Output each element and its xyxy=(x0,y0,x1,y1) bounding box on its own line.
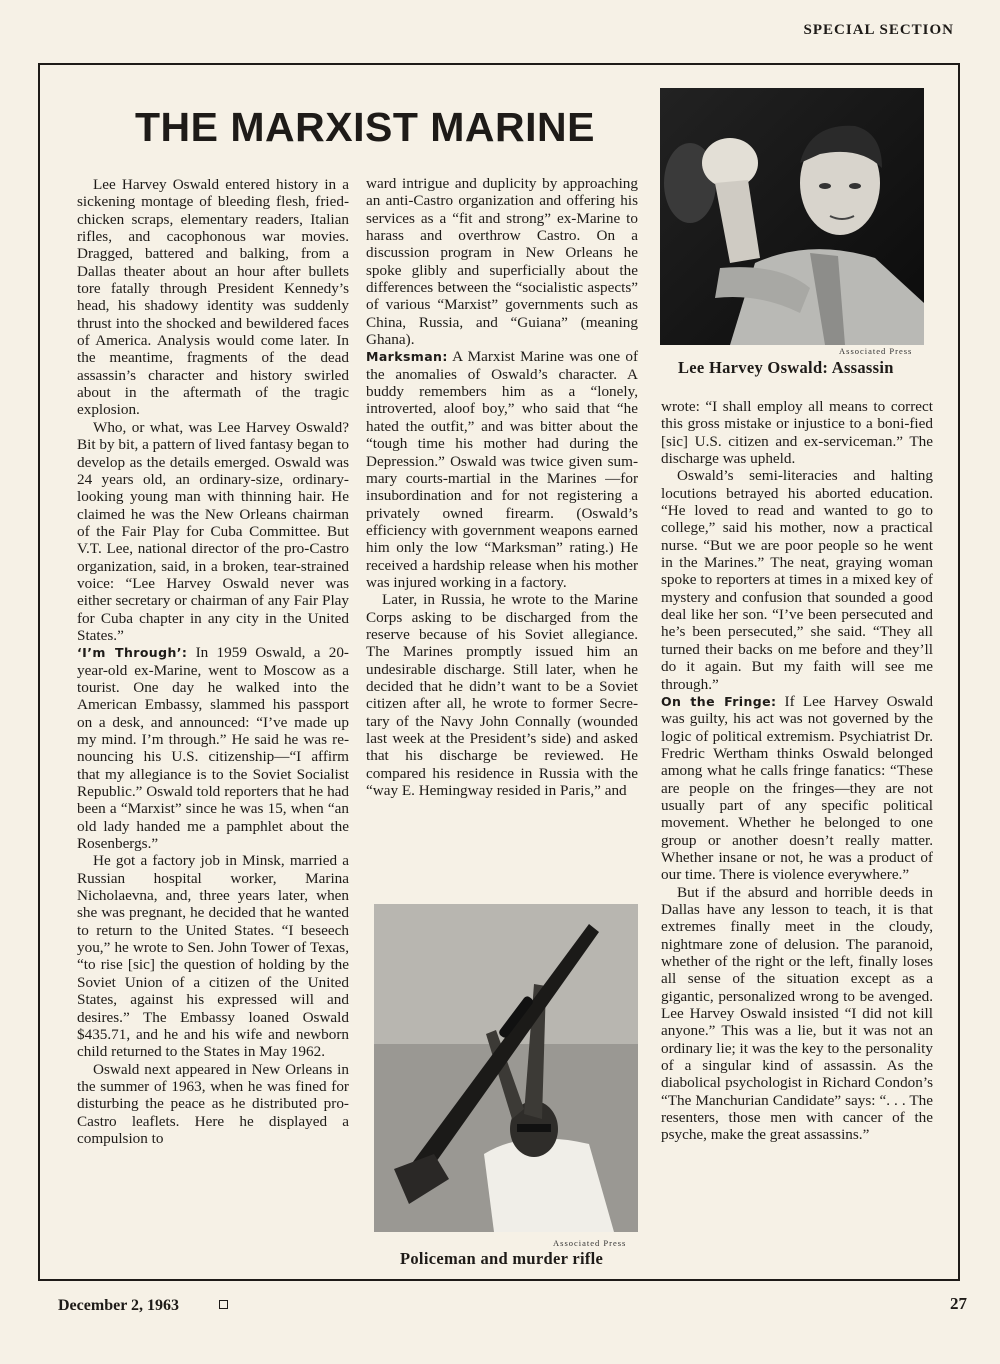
subhead: ‘I’m Through’: xyxy=(77,645,188,661)
photo-credit: Associated Press xyxy=(553,1238,627,1248)
paragraph xyxy=(77,644,349,852)
paragraph: He got a factory job in Minsk, married a Russian hospital worker, Marina Nicholaevna, and, three years later, when she was pregnant, he decided that he wanted to return to the United States. “I beseech you,” he wrote to Sen. John Tower of Texas, “to rise [sic] the question of holding by the Soviet Union of a citizen of the United States, against his expressed will and desires.” The Embassy loaned Oswald $435.71, and he and his wife and newborn child returned to the States in May 1962. xyxy=(77,852,349,1061)
subhead: On the Fringe: xyxy=(661,693,777,709)
photo-caption: Policeman and murder rifle xyxy=(400,1249,604,1268)
paragraph: wrote: “I shall employ all means to correct this gross mistake or injustice to a boni-fied [sic] U.S. citizen and ex-serviceman.” The discharge was upheld. xyxy=(661,398,933,468)
paragraph: But if the absurd and horrible deeds in Dallas have any lesson to teach, it is that extremes finally meet in the cloudy, nightmare zone of delusion. The paranoid, whether of the right or the left, finally loses all sense of the situation except as a gigantic, personalized wrong to be avenged. Lee Harvey Oswald insisted “I did not kill anyone.” This was a lie, but it was not an ordinary lie; it was the key to the personality of a singular kind of assassin. As the diabolical psychologist in Richard Condon’s “The Manchurian Candidate” says: “. . . The resenters, those men with cancer of the psyche, make the great assassins.” xyxy=(661,883,933,1144)
paragraph: ward intrigue and duplicity by approaching an anti-Castro organization and offering his services as a “fit and strong” ex-Marine to harass and overthrow Castro. On a discussion program in New Orleans he spoke glibly and superficially about the differences between the “socialistic aspects” of various “Marxist” governments such as China, Russia, and “Guiana” (meaning Ghana). xyxy=(366,175,638,349)
paragraph: Oswald’s semi-literacies and halting locutions betrayed his aborted education. “He loved to read and wanted to go to college,” said his mother, now a practical nurse. “But we are poor people so he went in the Marines.” The neat, graying woman spoke to reporters at times in a mixed key of mystery and confusion that sounded a good deal like her son. “I’ve been persecuted and he’s been persecuted,” she said. “They all turned their backs on me before and they’ll do it again. But my faith will see me through.” xyxy=(661,467,933,693)
paragraph: Who, or what, was Lee Harvey Oswald? Bit by bit, a pattern of lived fantasy began to develop as the details emerged. Oswald was 24 years old, an ordinary-size, ordinary-looking young man with thinning hair. He claimed he was the New Orleans chairman of the Fair Play for Cuba Committee. But V.T. Lee, national director of the pro-Castro organization, said, in a broken, tear-strained voice: “Lee Harvey Oswald never was either secretary or chairman of any Fair Play for Cuba chapter in any city in the United States.” xyxy=(77,418,349,644)
paragraph xyxy=(366,348,638,591)
article-column-1 xyxy=(77,176,349,1147)
issue-date: December 2, 1963 xyxy=(58,1297,179,1314)
article-column-3 xyxy=(661,398,933,1144)
paragraph: Oswald next appeared in New Orleans in the summer of 1963, when he was fined for disturbing the peace as he distributed pro-Castro leaflets. Here he displayed a compulsion to xyxy=(77,1060,349,1147)
paragraph xyxy=(661,693,933,884)
paragraph-text: If Lee Harvey Oswald was guilty, his act was not governed by the logic of political extremism. Psychiatrist Dr. Fredric Wertham thinks Oswald belonged among what he calls fringe fanatics: “These are people on the fringes—they are not usually part of any specific political movement. Whether he belonged to one group or another doesn’t really matter. Whether insane or not, he was a product of our time. There is violence everywhere.” xyxy=(661,692,933,884)
photo-caption: Lee Harvey Oswald: Assassin xyxy=(678,358,894,377)
oswald-photo xyxy=(660,88,924,345)
subhead: Marksman: xyxy=(366,349,448,365)
paragraph: Later, in Russia, he wrote to the Marine Corps asking to be discharged from the reserve because of his Soviet allegiance. The Marines promptly issued him an undesirable discharge. Still later, when he decided that he didn’t want to be a Soviet citizen after all, he wrote to former Secretary of the Navy John Connally (wounded last week at the President’s side) and asked that his discharge be reviewed. He compared his residence in Russia with the “way E. Hemingway resided in Paris,” and xyxy=(366,591,638,800)
paragraph-text: A Marxist Marine was one of the anomalies of Oswald’s character. A buddy remembers him as a “lonely, introverted, aloof boy,” who said that “he hated the outfit,” and was bitter about the “tough time his mother had during the Depression.” Oswald was twice given summary courts-martial in the Marines —for insubordination and for not registering a privately owned firearm. (Oswald’s efficiency with government weapons earned him only the low “Marksman” rating.) He received a hardship release when his mother was injured working in a factory. xyxy=(366,348,638,591)
end-mark-icon xyxy=(219,1300,228,1309)
page-number: 27 xyxy=(950,1294,967,1313)
rifle-photo xyxy=(374,904,638,1232)
paragraph: Lee Harvey Oswald entered history in a sickening montage of bleeding flesh, fried-chicken scraps, elementary readers, Italian rifles, and cacophonous war movies. Dragged, battered and balking, from a Dallas theater about an hour after bullets tore fatally through President Kennedy’s head, his shadowy identity was suddenly thrust into the shocked and bewildered faces of America. Analysis would come later. In the meantime, fragments of the dead assassin’s character and history swirled about in the aftermath of the tragic explosion. xyxy=(77,176,349,419)
photo-credit: Associated Press xyxy=(839,346,913,356)
paragraph-text: In 1959 Oswald, a 20-year-old ex-Marine, went to Moscow as a tourist. One day he walked into the American Embassy, slammed his passport on a desk, and announced: “I’ve made up my mind. I’m through.” He said he was renouncing his U.S. citizenship—“I affirm that my allegiance is to the Soviet Socialist Republic.” Oswald told reporters that he had been a “Marxist” since he was 15, when “an old lady handed me a pamphlet about the Rosenbergs.” xyxy=(77,644,349,853)
section-label: SPECIAL SECTION xyxy=(803,22,954,38)
article-column-2 xyxy=(366,175,638,799)
article-title: THE MARXIST MARINE xyxy=(135,104,595,150)
